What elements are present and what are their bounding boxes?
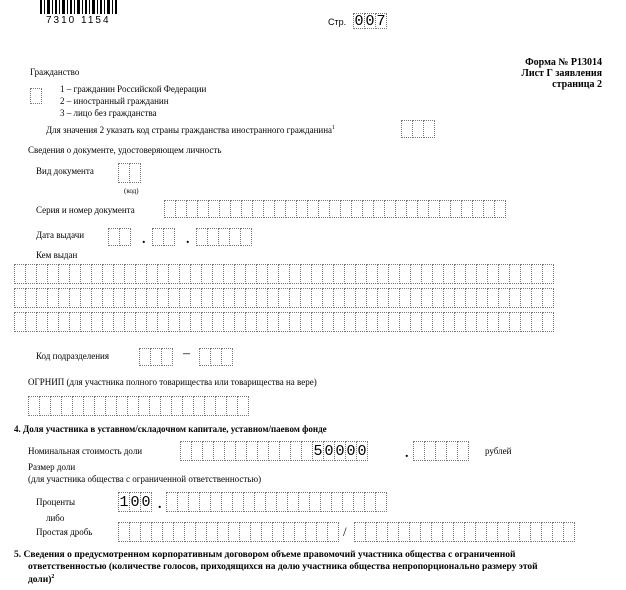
citizenship-option-2: 2 – иностранный гражданин xyxy=(60,96,169,106)
input-cell xyxy=(542,264,554,284)
share-heading: 4. Доля участника в уставном/складочном капитале, уставном/паевом фонде xyxy=(14,424,327,434)
nominal-digit: 0 xyxy=(324,442,334,460)
document-series-cells[interactable] xyxy=(164,200,505,218)
issue-day-cells[interactable] xyxy=(108,228,130,246)
barcode xyxy=(40,0,118,14)
division-code-cells-2[interactable] xyxy=(199,348,232,366)
issued-by-row[interactable] xyxy=(14,288,553,308)
issue-year-cells[interactable] xyxy=(196,228,251,246)
form-sheet: Лист Г заявления xyxy=(521,68,602,79)
percent-cells[interactable] xyxy=(118,492,151,512)
percent-digit: 0 xyxy=(130,493,140,511)
footnote-1: 1 xyxy=(332,125,336,131)
country-code-label: Для значения 2 указать код страны гражданства иностранного гражданина$^1$ xyxy=(46,125,336,135)
input-cell xyxy=(494,200,506,218)
page-number-cells[interactable] xyxy=(353,13,386,29)
document-type-cells[interactable] xyxy=(118,163,140,183)
page-label: Стр. xyxy=(328,17,347,27)
issue-month-cells[interactable] xyxy=(152,228,174,246)
division-dash: – xyxy=(183,346,190,361)
citizenship-option-3: 3 – лицо без гражданства xyxy=(60,108,157,118)
nominal-value-cells[interactable] xyxy=(180,441,367,461)
input-cell xyxy=(237,396,249,416)
percent-digit: 1 xyxy=(119,493,129,511)
document-code-caption: (код) xyxy=(124,187,139,195)
input-cell xyxy=(542,288,554,308)
ogrnip-cells[interactable] xyxy=(28,396,248,416)
citizenship-option-1: 1 – гражданин Российской Федерации xyxy=(60,84,207,94)
or-label: либо xyxy=(46,513,65,523)
section5-line-2: ответственностью (количестве голосов, приходящихся на долю участника общества непропорционально размеру этой xyxy=(28,562,538,572)
input-cell xyxy=(563,522,575,542)
nominal-separator: . xyxy=(405,446,409,461)
nominal-digit: 0 xyxy=(346,442,356,460)
nominal-kopeck-cells[interactable] xyxy=(413,441,468,461)
percent-digit: 0 xyxy=(141,493,151,511)
form-title: Форма № Р13014 xyxy=(525,57,602,68)
issue-date-label: Дата выдачи xyxy=(36,230,85,240)
fraction-denominator-cells[interactable] xyxy=(354,522,574,542)
barcode-number: 7310 1154 xyxy=(46,15,111,26)
input-cell xyxy=(327,522,339,542)
nominal-digit: 0 xyxy=(335,442,345,460)
ogrnip-label: ОГРНИП (для участника полного товарищества или товарищества на вере) xyxy=(28,377,317,387)
section5-line-1: 5. Сведения о предусмотренном корпоративным договором объеме правомочий участника общества с ограниченной xyxy=(14,550,516,560)
fraction-label: Простая дробь xyxy=(36,527,93,537)
percent-separator: . xyxy=(158,497,162,512)
percent-fraction-cells[interactable] xyxy=(166,492,386,512)
nominal-digit: 0 xyxy=(357,442,367,460)
division-code-cells-1[interactable] xyxy=(139,348,172,366)
share-size-note: (для участника общества с ограниченной ответственностью) xyxy=(28,474,262,484)
citizenship-heading: Гражданство xyxy=(30,67,80,77)
page-digit: 7 xyxy=(376,12,386,30)
citizenship-code-cell[interactable] xyxy=(30,88,41,104)
page-digit: 0 xyxy=(365,12,375,30)
issued-by-label: Кем выдан xyxy=(36,250,78,260)
issued-by-row[interactable] xyxy=(14,264,553,284)
input-cell xyxy=(375,492,387,512)
footnote-2: 2 xyxy=(51,574,55,580)
percent-label: Проценты xyxy=(36,497,76,507)
nominal-value-label: Номинальная стоимость доли xyxy=(28,446,143,456)
form-page: страница 2 xyxy=(552,79,602,90)
document-type-label: Вид документа xyxy=(36,166,94,176)
share-size-label: Размер доли xyxy=(28,462,76,472)
country-code-cells[interactable] xyxy=(401,120,434,138)
currency-label: рублей xyxy=(485,446,512,456)
division-code-label: Код подразделения xyxy=(36,351,109,361)
page-digit: 0 xyxy=(354,12,364,30)
section5-line-3: доли)$^2$ xyxy=(28,574,55,586)
issued-by-row[interactable] xyxy=(14,312,553,332)
document-heading: Сведения о документе, удостоверяющем личность xyxy=(28,145,222,155)
fraction-slash: / xyxy=(343,524,347,539)
input-cell xyxy=(542,312,554,332)
fraction-numerator-cells[interactable] xyxy=(118,522,338,542)
nominal-digit: 5 xyxy=(313,442,323,460)
document-series-label: Серия и номер документа xyxy=(36,205,135,215)
date-separator: . xyxy=(142,232,146,247)
date-separator: . xyxy=(186,232,190,247)
